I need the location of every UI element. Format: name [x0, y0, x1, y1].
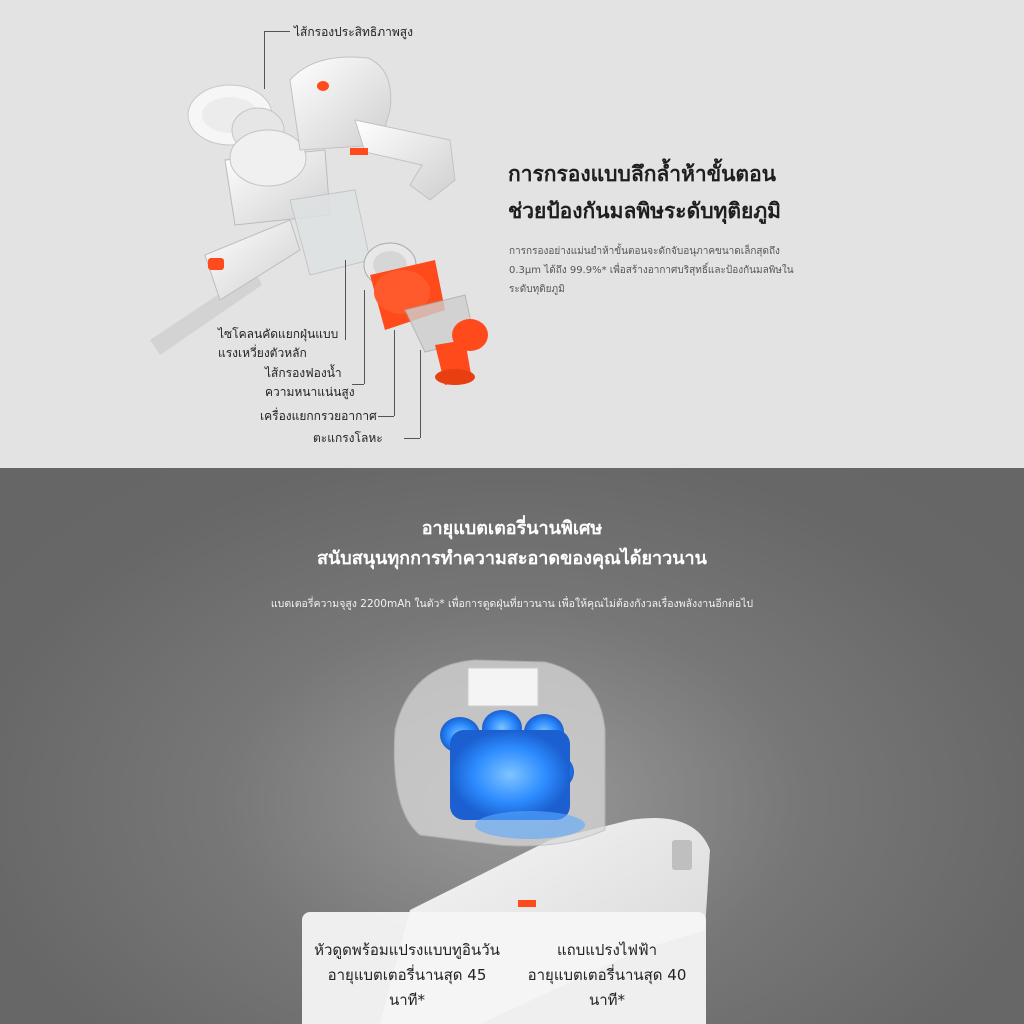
battery-title	[0, 514, 1024, 574]
callout-line-cyclone	[345, 260, 346, 340]
callout-line-sponge	[364, 290, 365, 384]
label-sponge-line1: ไส้กรองฟองน้ำ	[265, 366, 342, 380]
callout-line-hepa	[264, 31, 290, 32]
label-metal-mesh: ตะแกรงโลหะ	[313, 431, 383, 445]
filtration-section	[0, 0, 1024, 468]
filtration-description	[509, 242, 859, 299]
callout-line-separator-h	[378, 416, 394, 417]
battery-title-line1: อายุแบตเตอรี่นานพิเศษ	[421, 518, 603, 539]
filtration-heading-line2: ช่วยป้องกันมลพิษระดับทุติยภูมิ	[508, 199, 782, 223]
filtration-desc-line2: 0.3μm ได้ถึง 99.9%* เพื่อสร้างอากาศบริสุทธิ์และป้องกันมลพิษใน	[509, 265, 794, 276]
label-air-separator: เครื่องแยกกรวยอากาศ	[260, 409, 377, 423]
filtration-heading-line1: การกรองแบบลึกล้ำห้าขั้นตอน	[508, 162, 777, 186]
mode-1-line3: นาที*	[388, 991, 426, 1009]
battery-title-line2: สนับสนุนทุกการทำความสะอาดของคุณได้ยาวนาน	[317, 548, 707, 569]
label-cyclone-line2: แรงเหวี่ยงตัวหลัก	[218, 346, 307, 360]
filtration-desc-line3: ระดับทุติยภูมิ	[509, 284, 565, 295]
mode-two-in-one-brush	[310, 938, 504, 1013]
battery-modes-panel	[302, 912, 706, 1024]
mode-2-line1: แถบแปรงไฟฟ้า	[556, 941, 658, 959]
label-sponge-line2: ความหนาแน่นสูง	[265, 385, 355, 399]
battery-description: แบตเตอรี่ความจุสูง 2200mAh ในตัว* เพื่อการดูดฝุ่นที่ยาวนาน เพื่อให้คุณไม่ต้องกังวลเรื่องพลังงานอีกต่อไป	[270, 598, 754, 610]
mode-electric-brush	[512, 938, 702, 1013]
callout-line-hepa-v	[264, 31, 265, 89]
callout-line-separator	[394, 330, 395, 416]
label-hepa-filter: ไส้กรองประสิทธิภาพสูง	[294, 25, 413, 39]
label-cyclone-line1: ไซโคลนคัดแยกฝุ่นแบบ	[218, 327, 339, 341]
filtration-desc-line1: การกรองอย่างแม่นยำห้าขั้นตอนจะดักจับอนุภาคขนาดเล็กสุดถึง	[509, 246, 780, 257]
vacuum-exploded-illustration	[140, 40, 500, 400]
callout-line-mesh	[420, 350, 421, 438]
mode-2-line3: นาที*	[588, 991, 626, 1009]
mode-1-line2: อายุแบตเตอรี่นานสุด 45	[327, 966, 487, 984]
callout-line-mesh-h	[404, 438, 420, 439]
filtration-heading	[508, 156, 781, 230]
mode-1-line1: หัวดูดพร้อมแปรงแบบทูอินวัน	[314, 941, 500, 959]
mode-2-line2: อายุแบตเตอรี่นานสุด 40	[527, 966, 687, 984]
